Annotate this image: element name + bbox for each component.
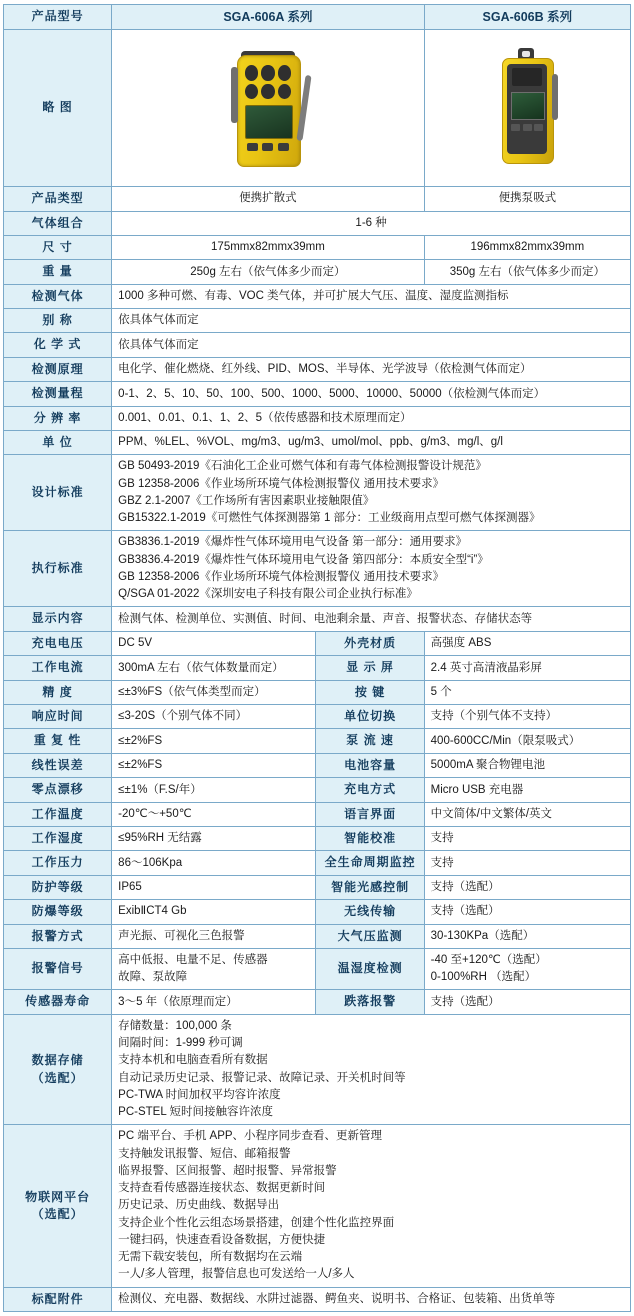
charge-mode-value: Micro USB 充电器	[424, 778, 630, 802]
unit-label: 单 位	[4, 431, 112, 455]
drop-alarm-label: 跌落报警	[316, 990, 424, 1014]
data-storage-label-line2: （选配）	[31, 1070, 84, 1085]
unit-switch-value: 支持（个别气体不支持）	[424, 704, 630, 728]
design-standard-line: GBZ 2.1-2007《工作场所有害因素职业接触限值》	[118, 494, 375, 507]
iot-platform-line: 支持查看传感器连接状态、数据更新时间	[118, 1182, 326, 1195]
exec-standard-line: Q/SGA 01-2022《深圳安电子科技有限公司企业执行标准》	[118, 588, 418, 601]
alarm-signal-line: 高中低报、电量不足、传感器	[118, 953, 268, 966]
table-row-product-type	[4, 187, 631, 211]
table-row-ex-grade	[4, 900, 631, 924]
size-b: 196mmx82mmx39mm	[424, 235, 630, 259]
sensor-life-value: 3～5 年（依原理而定）	[112, 990, 316, 1014]
alarm-signal-value	[112, 948, 316, 990]
alarm-signal-label: 报警信号	[4, 948, 112, 990]
iot-platform-label-line1: 物联网平台	[25, 1189, 91, 1204]
language-value: 中文简体/中文繁体/英文	[424, 802, 630, 826]
table-row-principle	[4, 357, 631, 381]
ip-grade-value: IP65	[112, 875, 316, 899]
iot-platform-line: 支持企业个性化云组态场景搭建，创建个性化监控界面	[118, 1216, 395, 1229]
work-pressure-value: 86～106Kpa	[112, 851, 316, 875]
size-label: 尺 寸	[4, 235, 112, 259]
temp-humidity-line: -40 至+120℃（选配）	[430, 953, 547, 966]
table-row-formula	[4, 333, 631, 357]
light-sensor-control-label: 智能光感控制	[316, 875, 424, 899]
buttons-value: 5 个	[424, 680, 630, 704]
data-storage-label-line1: 数据存储	[31, 1053, 84, 1068]
exec-standard-label: 执行标准	[4, 531, 112, 607]
exec-standard-line: GB 12358-2006《作业场所环境气体检测报警仪 通用技术要求》	[118, 570, 445, 583]
formula-value: 依具体气体而定	[112, 333, 631, 357]
exec-standard-line: GB3836.4-2019《爆炸性气体环境用电气设备 第四部分：本质安全型“i”》	[118, 553, 489, 566]
detect-gas-value: 1000 多种可燃、有毒、VOC 类气体，并可扩展大气压、温度、湿度监测指标	[112, 284, 631, 308]
light-sensor-control-value: 支持（选配）	[424, 875, 630, 899]
iot-platform-line: 无需下载安装包，所有数据均在云端	[118, 1251, 303, 1264]
table-row-alarm-mode	[4, 924, 631, 948]
pump-flow-label: 泵 流 速	[316, 729, 424, 753]
wireless-label: 无线传输	[316, 900, 424, 924]
smart-calibration-label: 智能校准	[316, 826, 424, 850]
linear-error-value: ≤±2%FS	[112, 753, 316, 777]
repeatability-value: ≤±2%FS	[112, 729, 316, 753]
iot-platform-line: 支持触发讯报警、短信、邮箱报警	[118, 1147, 291, 1160]
table-row-accuracy	[4, 680, 631, 704]
work-temp-value: -20℃～+50℃	[112, 802, 316, 826]
iot-platform-label	[4, 1125, 112, 1287]
weight-a: 250g 左右（依气体多少而定）	[112, 260, 424, 284]
exec-standard-value	[112, 531, 631, 607]
principle-label: 检测原理	[4, 357, 112, 381]
repeatability-label: 重 复 性	[4, 729, 112, 753]
lifecycle-monitor-label: 全生命周期监控	[316, 851, 424, 875]
table-row-work-current	[4, 656, 631, 680]
model-a-header: SGA-606A 系列	[112, 5, 424, 30]
table-row-header	[4, 5, 631, 30]
table-row-linear-error	[4, 753, 631, 777]
data-storage-line: 存储数量：100,000 条	[118, 1019, 232, 1032]
data-storage-label	[4, 1014, 112, 1125]
range-label: 检测量程	[4, 382, 112, 406]
table-row-iot-platform	[4, 1125, 631, 1287]
accessories-label: 标配附件	[4, 1287, 112, 1311]
display-screen-value: 2.4 英寸高清液晶彩屏	[424, 656, 630, 680]
ex-grade-label: 防爆等级	[4, 900, 112, 924]
product-type-b: 便携泵吸式	[424, 187, 630, 211]
data-storage-line: 支持本机和电脑查看所有数据	[118, 1054, 268, 1067]
work-humidity-label: 工作湿度	[4, 826, 112, 850]
model-label: 产品型号	[4, 5, 112, 30]
table-row-weight	[4, 260, 631, 284]
alarm-signal-line: 故障、泵故障	[118, 971, 188, 984]
alias-value: 依具体气体而定	[112, 309, 631, 333]
charge-voltage-value: DC 5V	[112, 631, 316, 655]
design-standard-line: GB15322.1-2019《可燃性气体探测器第 1 部分：工业级商用点型可燃气体探测器》	[118, 512, 541, 525]
work-current-value: 300mA 左右（依气体数量而定）	[112, 656, 316, 680]
case-material-label: 外壳材质	[316, 631, 424, 655]
formula-label: 化 学 式	[4, 333, 112, 357]
pump-flow-value: 400-600CC/Min（限泵吸式）	[424, 729, 630, 753]
unit-value: PPM、%LEL、%VOL、mg/m3、ug/m3、umol/mol、ppb、g/m3、mg/l、g/l	[112, 431, 631, 455]
iot-platform-line: PC 端平台、手机 APP、小程序同步查看、更新管理	[118, 1130, 383, 1143]
table-row-work-pressure	[4, 851, 631, 875]
data-storage-line: PC-STEL 短时间接触容许浓度	[118, 1106, 274, 1119]
table-row-exec-standard	[4, 531, 631, 607]
size-a: 175mmx82mmx39mm	[112, 235, 424, 259]
work-pressure-label: 工作压力	[4, 851, 112, 875]
alarm-mode-value: 声光振、可视化三色报警	[112, 924, 316, 948]
unit-switch-label: 单位切换	[316, 704, 424, 728]
table-row-repeatability	[4, 729, 631, 753]
portable-diffusion-detector-icon	[229, 49, 307, 167]
battery-capacity-value: 5000mA 聚合物锂电池	[424, 753, 630, 777]
data-storage-line: 自动记录历史记录、报警记录、故障记录、开关机时间等	[118, 1071, 406, 1084]
work-humidity-value: ≤95%RH 无结露	[112, 826, 316, 850]
lifecycle-monitor-value: 支持	[424, 851, 630, 875]
charge-voltage-label: 充电电压	[4, 631, 112, 655]
table-row-data-storage	[4, 1014, 631, 1125]
spec-table	[3, 4, 631, 1312]
linear-error-label: 线性误差	[4, 753, 112, 777]
work-temp-label: 工作温度	[4, 802, 112, 826]
display-screen-label: 显 示 屏	[316, 656, 424, 680]
table-row-display-content	[4, 607, 631, 631]
table-row-sensor-life	[4, 990, 631, 1014]
model-b-header: SGA-606B 系列	[424, 5, 630, 30]
range-value: 0-1、2、5、10、50、100、500、1000、5000、10000、50000（依检测气体而定）	[112, 382, 631, 406]
table-row-design-standard	[4, 455, 631, 531]
table-row-range	[4, 382, 631, 406]
data-storage-line: PC-TWA 时间加权平均容许浓度	[118, 1088, 281, 1101]
table-row-ip-grade	[4, 875, 631, 899]
table-row-work-temp	[4, 802, 631, 826]
language-label: 语言界面	[316, 802, 424, 826]
drop-alarm-value: 支持（选配）	[424, 990, 630, 1014]
table-row-response	[4, 704, 631, 728]
accuracy-value: ≤±3%FS（依气体类型而定）	[112, 680, 316, 704]
zero-drift-label: 零点漂移	[4, 778, 112, 802]
weight-b: 350g 左右（依气体多少而定）	[424, 260, 630, 284]
exec-standard-line: GB3836.1-2019《爆炸性气体环境用电气设备 第一部分：通用要求》	[118, 536, 468, 549]
response-time-label: 响应时间	[4, 704, 112, 728]
accessories-value: 检测仪、充电器、数据线、水阱过滤器、鳄鱼夹、说明书、合格证、包装箱、出货单等	[112, 1287, 631, 1311]
table-row-resolution	[4, 406, 631, 430]
product-type-label: 产品类型	[4, 187, 112, 211]
data-storage-line: 间隔时间：1-999 秒可调	[118, 1037, 243, 1050]
display-content-label: 显示内容	[4, 607, 112, 631]
case-material-value: 高强度 ABS	[424, 631, 630, 655]
table-row-detect-gas	[4, 284, 631, 308]
response-time-value: ≤3-20S（个别气体不同）	[112, 704, 316, 728]
battery-capacity-label: 电池容量	[316, 753, 424, 777]
accuracy-label: 精 度	[4, 680, 112, 704]
table-row-size	[4, 235, 631, 259]
iot-platform-label-line2: （选配）	[31, 1206, 84, 1221]
table-row-alias	[4, 309, 631, 333]
design-standard-value	[112, 455, 631, 531]
design-standard-line: GB 50493-2019《石油化工企业可燃气体和有毒气体检测报警设计规范》	[118, 460, 487, 473]
zero-drift-value: ≤±1%（F.S/年）	[112, 778, 316, 802]
sensor-life-label: 传感器寿命	[4, 990, 112, 1014]
table-row-accessories	[4, 1287, 631, 1311]
table-row-unit	[4, 431, 631, 455]
table-row-zero-drift	[4, 778, 631, 802]
buttons-label: 按 键	[316, 680, 424, 704]
resolution-label: 分 辨 率	[4, 406, 112, 430]
ip-grade-label: 防护等级	[4, 875, 112, 899]
temp-humidity-label: 温湿度检测	[316, 948, 424, 990]
diagram-label: 略 图	[4, 30, 112, 187]
alarm-mode-label: 报警方式	[4, 924, 112, 948]
iot-platform-line: 一人/多人管理，报警信息也可发送给一人/多人	[118, 1268, 355, 1281]
device-a-image	[112, 30, 424, 187]
table-row-gas-combination	[4, 211, 631, 235]
iot-platform-line: 一键扫码，快速查看设备数据，方便快捷	[118, 1233, 326, 1246]
ex-grade-value: ExibⅡCT4 Gb	[112, 900, 316, 924]
iot-platform-line: 临界报警、区间报警、超时报警、异常报警	[118, 1164, 337, 1177]
design-standard-line: GB 12358-2006《作业场所环境气体检测报警仪 通用技术要求》	[118, 477, 445, 490]
weight-label: 重 量	[4, 260, 112, 284]
iot-platform-value	[112, 1125, 631, 1287]
portable-pump-detector-icon	[496, 48, 558, 168]
gas-combination-value: 1-6 种	[112, 211, 631, 235]
device-b-image	[424, 30, 630, 187]
design-standard-label: 设计标准	[4, 455, 112, 531]
table-row-diagram	[4, 30, 631, 187]
table-row-work-humidity	[4, 826, 631, 850]
smart-calibration-value: 支持	[424, 826, 630, 850]
table-row-charge-voltage	[4, 631, 631, 655]
temp-humidity-value	[424, 948, 630, 990]
resolution-value: 0.001、0.01、0.1、1、2、5（依传感器和技术原理而定）	[112, 406, 631, 430]
product-type-a: 便携扩散式	[112, 187, 424, 211]
data-storage-value	[112, 1014, 631, 1125]
principle-value: 电化学、催化燃烧、红外线、PID、MOS、半导体、光学波导（依检测气体而定）	[112, 357, 631, 381]
charge-mode-label: 充电方式	[316, 778, 424, 802]
display-content-value: 检测气体、检测单位、实测值、时间、电池剩余量、声音、报警状态、存储状态等	[112, 607, 631, 631]
iot-platform-line: 历史记录、历史曲线、数据导出	[118, 1199, 280, 1212]
alias-label: 别 称	[4, 309, 112, 333]
air-pressure-label: 大气压监测	[316, 924, 424, 948]
air-pressure-value: 30-130KPa（选配）	[424, 924, 630, 948]
work-current-label: 工作电流	[4, 656, 112, 680]
gas-combination-label: 气体组合	[4, 211, 112, 235]
detect-gas-label: 检测气体	[4, 284, 112, 308]
wireless-value: 支持（选配）	[424, 900, 630, 924]
table-row-alarm-signal	[4, 948, 631, 990]
temp-humidity-line: 0-100%RH （选配）	[430, 971, 537, 984]
